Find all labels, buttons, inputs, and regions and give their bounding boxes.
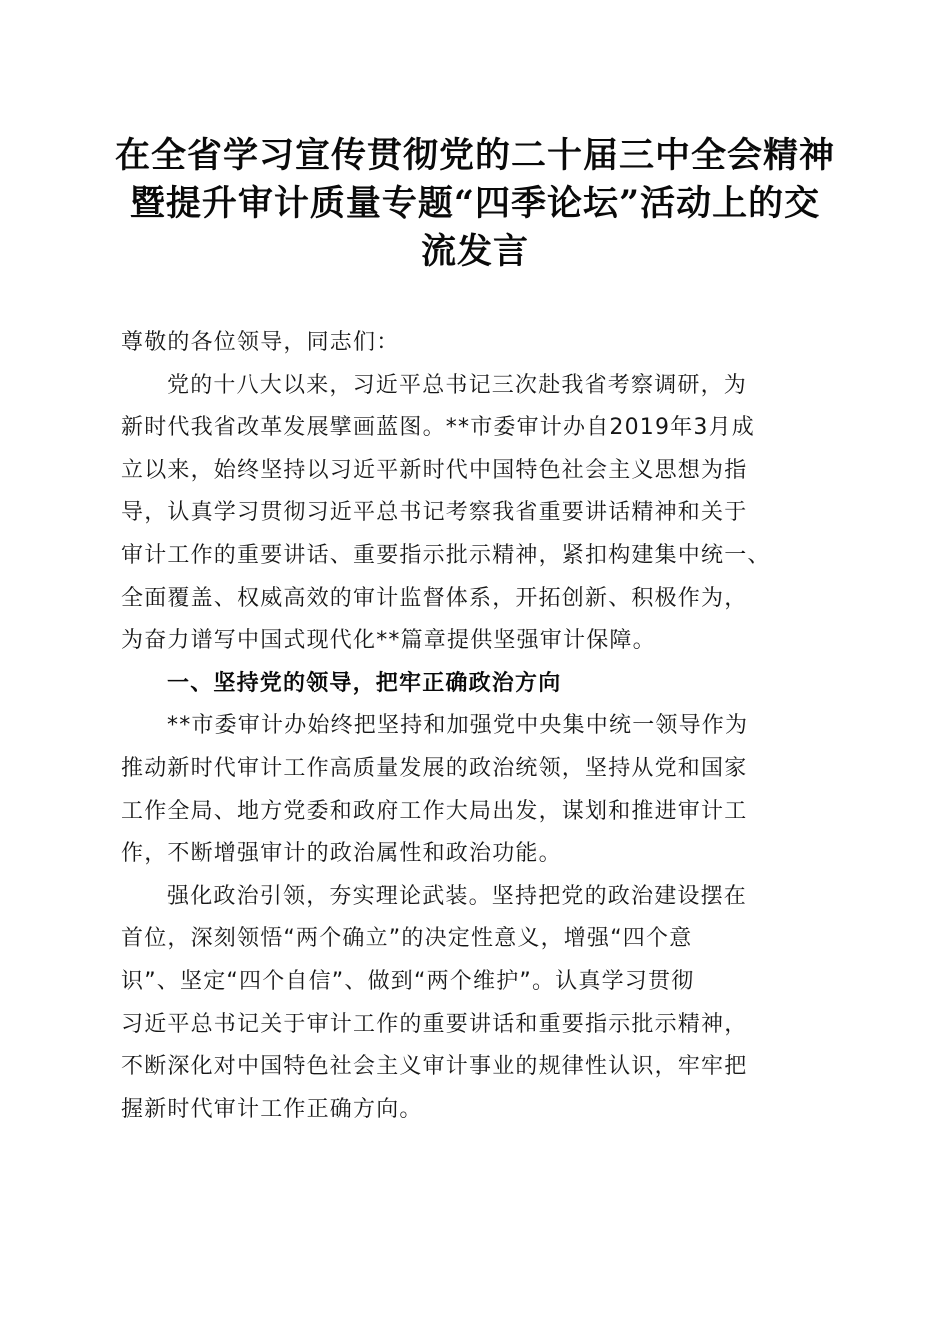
paragraph-line: 为奋力谱写中国式现代化**篇章提供坚强审计保障。 — [121, 628, 656, 654]
paragraph-intro — [121, 365, 833, 663]
paragraph-line: 推动新时代审计工作高质量发展的政治统领，坚持从党和国家 — [121, 755, 748, 781]
paragraph-line: **市委审计办始终把坚持和加强党中央集中统一领导作为 — [167, 713, 749, 739]
paragraph-line: 作，不断增强审计的政治属性和政治功能。 — [121, 841, 562, 867]
salutation: 尊敬的各位领导，同志们： — [121, 330, 400, 355]
paragraph-line: 导，认真学习贯彻习近平总书记考察我省重要讲话精神和关于 — [121, 500, 748, 526]
document-body — [121, 322, 833, 1131]
paragraph-line: 审计工作的重要讲话、重要指示批示精神，紧扣构建集中统一、 — [121, 542, 771, 568]
paragraph-line: 不断深化对中国特色社会主义审计事业的规律性认识，牢牢把 — [121, 1054, 748, 1080]
paragraph-line: 新时代我省改革发展擘画蓝图。**市委审计办自2019年3月成 — [121, 415, 755, 441]
section-heading-1: 一、坚持党的领导，把牢正确政治方向 — [167, 670, 562, 696]
paragraph-political-guidance — [121, 876, 833, 1132]
paragraph-line: 立以来，始终坚持以习近平新时代中国特色社会主义思想为指 — [121, 457, 748, 483]
paragraph-line: 强化政治引领，夯实理论武装。坚持把党的政治建设摆在 — [167, 883, 748, 909]
title-line-2: 暨提升审计质量专题“四季论坛”活动上的交 — [129, 183, 821, 224]
paragraph-line: 握新时代审计工作正确方向。 — [121, 1096, 423, 1122]
title-line-1: 在全省学习宣传贯彻党的二十届三中全会精神 — [114, 135, 835, 176]
paragraph-line: 党的十八大以来，习近平总书记三次赴我省考察调研，为 — [167, 372, 748, 398]
paragraph-line: 首位，深刻领悟“两个确立”的决定性意义，增强“四个意 — [121, 926, 693, 952]
paragraph-line: 工作全局、地方党委和政府工作大局出发，谋划和推进审计工 — [121, 798, 748, 824]
paragraph-party-leadership — [121, 705, 833, 875]
paragraph-line: 全面覆盖、权威高效的审计监督体系，开拓创新、积极作为， — [121, 585, 748, 611]
document-title — [100, 132, 850, 276]
title-line-3: 流发言 — [420, 231, 529, 272]
paragraph-line: 识”、坚定“四个自信”、做到“两个维护”。认真学习贯彻 — [121, 968, 695, 994]
paragraph-line: 习近平总书记关于审计工作的重要讲话和重要指示批示精神， — [121, 1011, 748, 1037]
